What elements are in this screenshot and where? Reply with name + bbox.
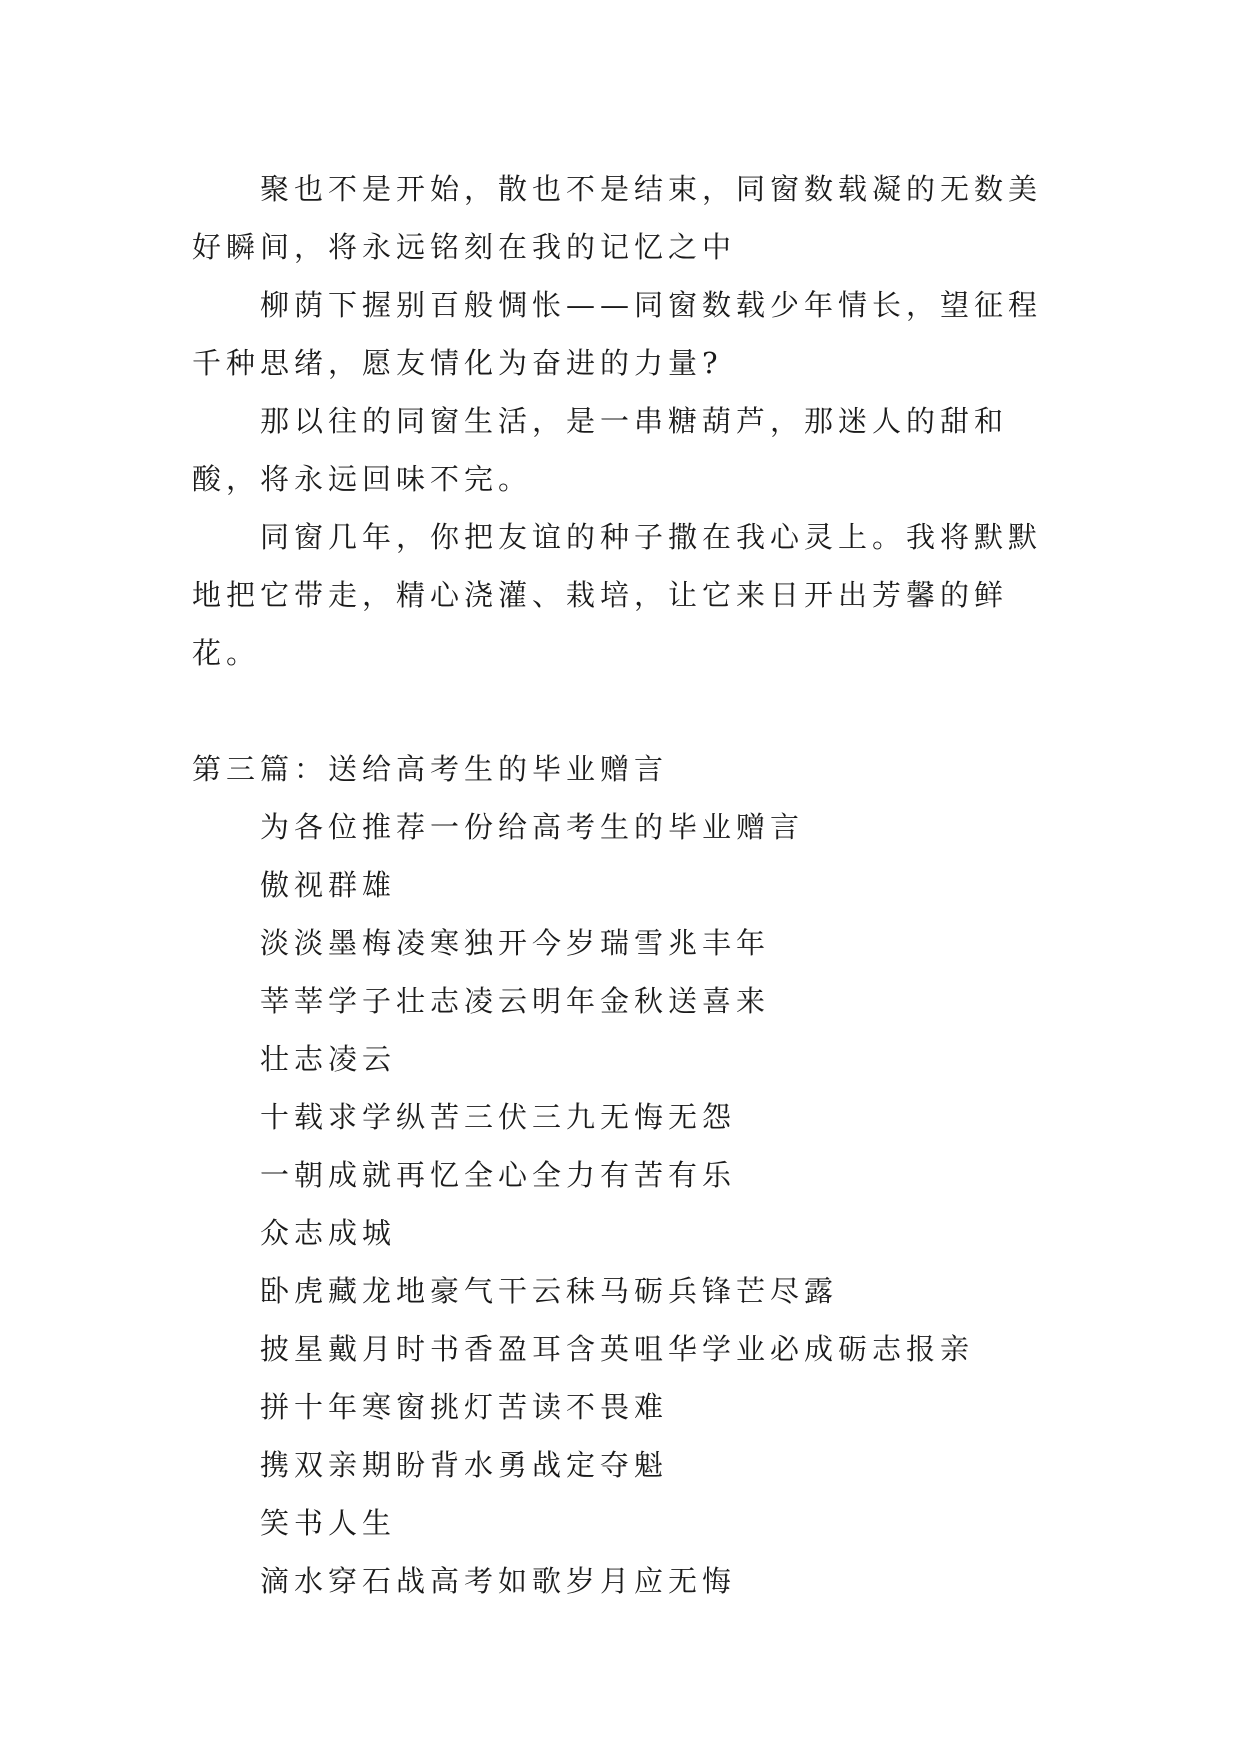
section-line: 十载求学纵苦三伏三九无悔无怨 [260,1100,737,1134]
section-line: 众志成城 [260,1216,397,1250]
document-body [192,160,1062,1610]
section-line: 莘莘学子壮志凌云明年金秋送喜来 [260,984,771,1018]
section-line: 为各位推荐一份给高考生的毕业赠言 [260,810,805,844]
section-line: 卧虎藏龙地豪气干云秣马砺兵锋芒尽露 [260,1274,839,1308]
section-line: 携双亲期盼背水勇战定夺魁 [260,1448,669,1482]
section-line: 拼十年寒窗挑灯苦读不畏难 [260,1390,669,1424]
section-line: 笑书人生 [260,1506,397,1540]
body-paragraph: 柳荫下握别百般惆怅——同窗数载少年情长，望征程千种思绪，愿友情化为奋进的力量? [192,288,1043,380]
body-paragraph: 聚也不是开始，散也不是结束，同窗数载凝的无数美好瞬间，将永远铭刻在我的记忆之中 [192,172,1043,264]
section-line: 淡淡墨梅凌寒独开今岁瑞雪兆丰年 [260,926,771,960]
body-paragraph: 同窗几年，你把友谊的种子撒在我心灵上。我将默默地把它带走，精心浇灌、栽培，让它来日开出芳馨的鲜花。 [192,520,1043,670]
section-line: 披星戴月时书香盈耳含英咀华学业必成砺志报亲 [260,1332,975,1366]
section-line: 壮志凌云 [260,1042,397,1076]
section-line: 傲视群雄 [260,868,397,902]
section-line: 滴水穿石战高考如歌岁月应无悔 [260,1564,737,1598]
section-title: 第三篇：送给高考生的毕业赠言 [192,752,669,786]
section-line: 一朝成就再忆全心全力有苦有乐 [260,1158,737,1192]
body-paragraph: 那以往的同窗生活，是一串糖葫芦，那迷人的甜和酸，将永远回味不完。 [192,404,1009,496]
